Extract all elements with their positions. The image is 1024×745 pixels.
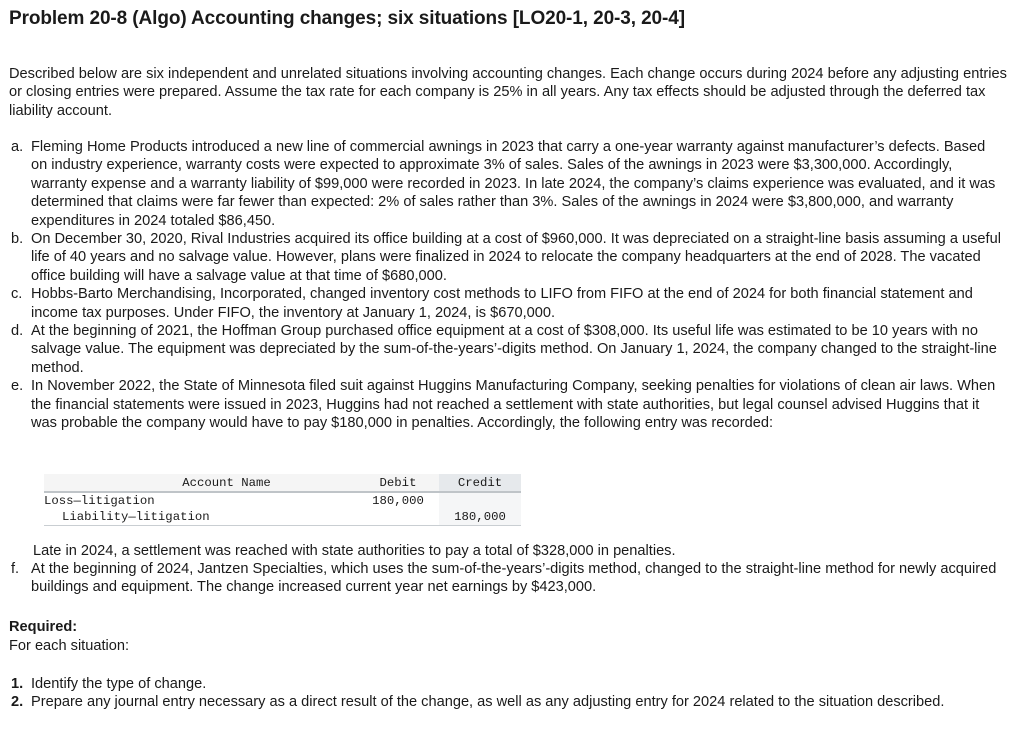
situation-item xyxy=(11,285,1009,322)
situation-letter: c. xyxy=(11,286,23,303)
requirement-number: 2. xyxy=(11,694,24,711)
problem-title: Problem 20-8 (Algo) Accounting changes; six situations [LO20-1, 20-3, 20-4] xyxy=(9,8,685,29)
situation-text: At the beginning of 2021, the Hoffman Group purchased office equipment at a cost of $308,000. Its useful life was estimated to be 10 years with no salvage value. The equipment was depreciated by the sum-of-the-years’-digits method. On January 1, 2024, the company changed to the straight-line method. xyxy=(31,323,997,376)
situation-item xyxy=(11,322,1009,377)
credit-header: Credit xyxy=(439,474,521,492)
situation-item xyxy=(11,560,1009,597)
journal-entry-table xyxy=(44,474,521,526)
situation-letter: f. xyxy=(11,561,20,577)
requirements-list xyxy=(11,675,1009,712)
debit-cell: 180,000 xyxy=(372,494,424,508)
situation-item xyxy=(11,377,1009,432)
situation-text: At the beginning of 2024, Jantzen Specialties, which uses the sum-of-the-years’-digits method, changed to the straight-line method for newly acquired buildings and equipment. The change increased current year net earnings by $423,000. xyxy=(31,561,997,596)
requirement-number: 1. xyxy=(11,676,24,692)
situation-e-followup: Late in 2024, a settlement was reached with state authorities to pay a total of $328,000 in penalties. xyxy=(33,543,676,559)
table-row xyxy=(44,492,521,509)
debit-header: Debit xyxy=(357,474,439,492)
intro-paragraph: Described below are six independent and unrelated situations involving accounting changes. Each change occurs during 2024 before any adjusting entries or closing entries were prepared. Assume the tax rate for each company is 25% in all years. Any tax effects should be adjusted through the deferred tax liability account. xyxy=(9,66,1007,119)
account-name-cell: Liability—litigation xyxy=(44,509,357,526)
journal-header-row xyxy=(44,474,521,492)
table-row xyxy=(44,509,521,526)
situation-letter: a. xyxy=(11,139,24,155)
situation-item xyxy=(11,230,1009,285)
situation-letter: e. xyxy=(11,378,24,395)
requirement-text: Prepare any journal entry necessary as a direct result of the change, as well as any adjusting entry for 2024 related to the situation described. xyxy=(31,694,945,711)
situation-text: On December 30, 2020, Rival Industries acquired its office building at a cost of $960,000. It was depreciated on a straight-line basis assuming a useful life of 40 years and no salvage value. However, plans were finalized in 2024 to relocate the company headquarters at the end of 2028. The vacated office building will have a salvage value at that time of $680,000. xyxy=(31,231,1001,284)
credit-cell: 180,000 xyxy=(439,509,521,526)
situation-list-f xyxy=(11,560,1009,597)
requirement-item xyxy=(11,693,1009,711)
situation-text: Hobbs-Barto Merchandising, Incorporated, changed inventory cost methods to LIFO from FIFO at the end of 2024 for both financial statement and income tax purposes. Under FIFO, the inventory at January 1, 2024, is $670,000. xyxy=(31,286,973,321)
situation-text: Fleming Home Products introduced a new line of commercial awnings in 2023 that carry a one-year warranty against manufacturer’s defects. Based on industry experience, warranty costs were expected to approximate 3% of sales. Sales of the awnings in 2023 were $3,300,000. Accordingly, warranty expense and a warranty liability of $99,000 were recorded in 2023. In late 2024, the company’s claims experience was evaluated, and it was determined that claims were far fewer than expected: 2% of sales rather than 3%. Sales of the awnings in 2024 were $3,800,000, and warranty expenditures in 2024 totaled $86,450. xyxy=(31,139,996,229)
requirement-text: Identify the type of change. xyxy=(31,676,207,692)
situation-letter: d. xyxy=(11,323,24,340)
situation-list xyxy=(11,138,1009,433)
account-name-cell: Loss—litigation xyxy=(44,494,155,508)
debit-cell xyxy=(357,509,439,526)
situation-letter: b. xyxy=(11,231,24,248)
credit-cell xyxy=(439,492,521,509)
required-heading: Required: xyxy=(9,619,78,635)
situation-text: In November 2022, the State of Minnesota filed suit against Huggins Manufacturing Company, seeking penalties for violations of clean air laws. When the financial statements were issued in 2023, Huggins had not reached a settlement with state authorities, but legal counsel advised Huggins that it was probable the company would have to pay $180,000 in penalties. Accordingly, the following entry was recorded: xyxy=(31,378,996,432)
for-each-label: For each situation: xyxy=(9,638,130,654)
situation-item xyxy=(11,138,1009,230)
account-name-header: Account Name xyxy=(44,474,357,492)
requirement-item xyxy=(11,675,1009,693)
